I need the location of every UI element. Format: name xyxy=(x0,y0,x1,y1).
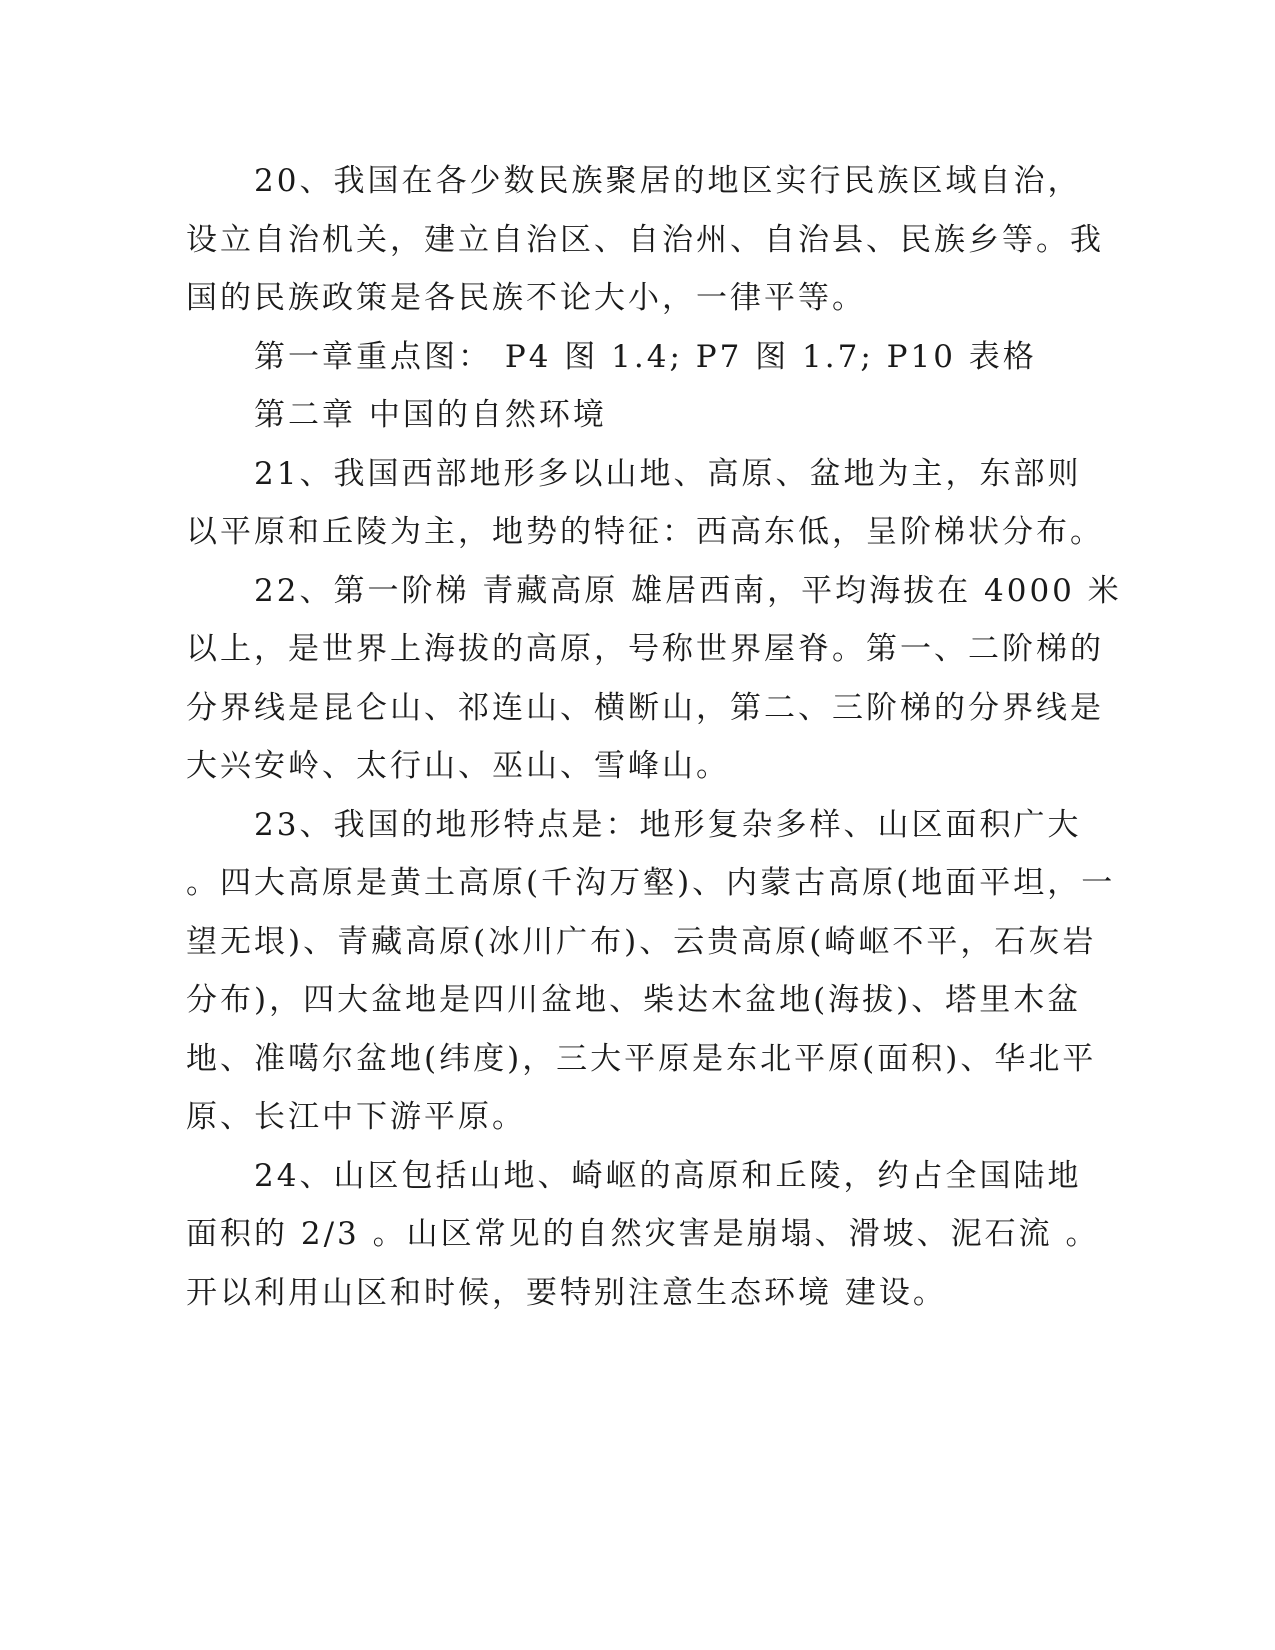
section-heading: 第二章 中国的自然环境 xyxy=(254,397,607,433)
text-line: 大兴安岭、太行山、巫山、雪峰山。 xyxy=(186,748,730,784)
text-line: 。四大高原是黄土高原(千沟万壑)、内蒙古高原(地面平坦，一 xyxy=(186,865,1116,901)
text-line: 分界线是昆仑山、祁连山、横断山，第二、三阶梯的分界线是 xyxy=(186,689,1104,726)
text-line: 国的民族政策是各民族不论大小，一律平等。 xyxy=(186,280,866,316)
text-line: 以上，是世界上海拔的高原，号称世界屋脊。第一、二阶梯的 xyxy=(186,631,1104,667)
text-line: 面积的 2/3 。山区常见的自然灾害是崩塌、滑坡、泥石流 。 xyxy=(186,1216,1100,1252)
text-line: 原、长江中下游平原。 xyxy=(186,1099,526,1135)
text-line: 开以利用山区和时候，要特别注意生态环境 建设。 xyxy=(186,1274,947,1311)
text-line: 以平原和丘陵为主，地势的特征：西高东低，呈阶梯状分布。 xyxy=(186,514,1104,550)
text-line: 望无垠)、青藏高原(冰川广布)、云贵高原(崎岖不平，石灰岩 xyxy=(186,923,1097,960)
text-line: 第一章重点图： P4 图 1.4; P7 图 1.7; P10 表格 xyxy=(254,338,1037,375)
text-line: 分布)，四大盆地是四川盆地、柴达木盆地(海拔)、塔里木盆 xyxy=(186,982,1082,1018)
text-line: 20、我国在各少数民族聚居的地区实行民族区域自治， xyxy=(254,163,1082,199)
text-line: 23、我国的地形特点是：地形复杂多样、山区面积广大 xyxy=(254,806,1082,843)
text-line: 设立自治机关，建立自治区、自治州、自治县、民族乡等。我 xyxy=(186,221,1104,258)
text-line: 24、山区包括山地、崎岖的高原和丘陵，约占全国陆地 xyxy=(254,1157,1082,1194)
text-line: 地、准噶尔盆地(纬度)，三大平原是东北平原(面积)、华北平 xyxy=(186,1040,1097,1077)
text-line: 21、我国西部地形多以山地、高原、盆地为主，东部则 xyxy=(254,455,1082,492)
text-line: 22、第一阶梯 青藏高原 雄居西南，平均海拔在 4000 米 xyxy=(254,572,1122,609)
document-body xyxy=(186,152,1122,1322)
